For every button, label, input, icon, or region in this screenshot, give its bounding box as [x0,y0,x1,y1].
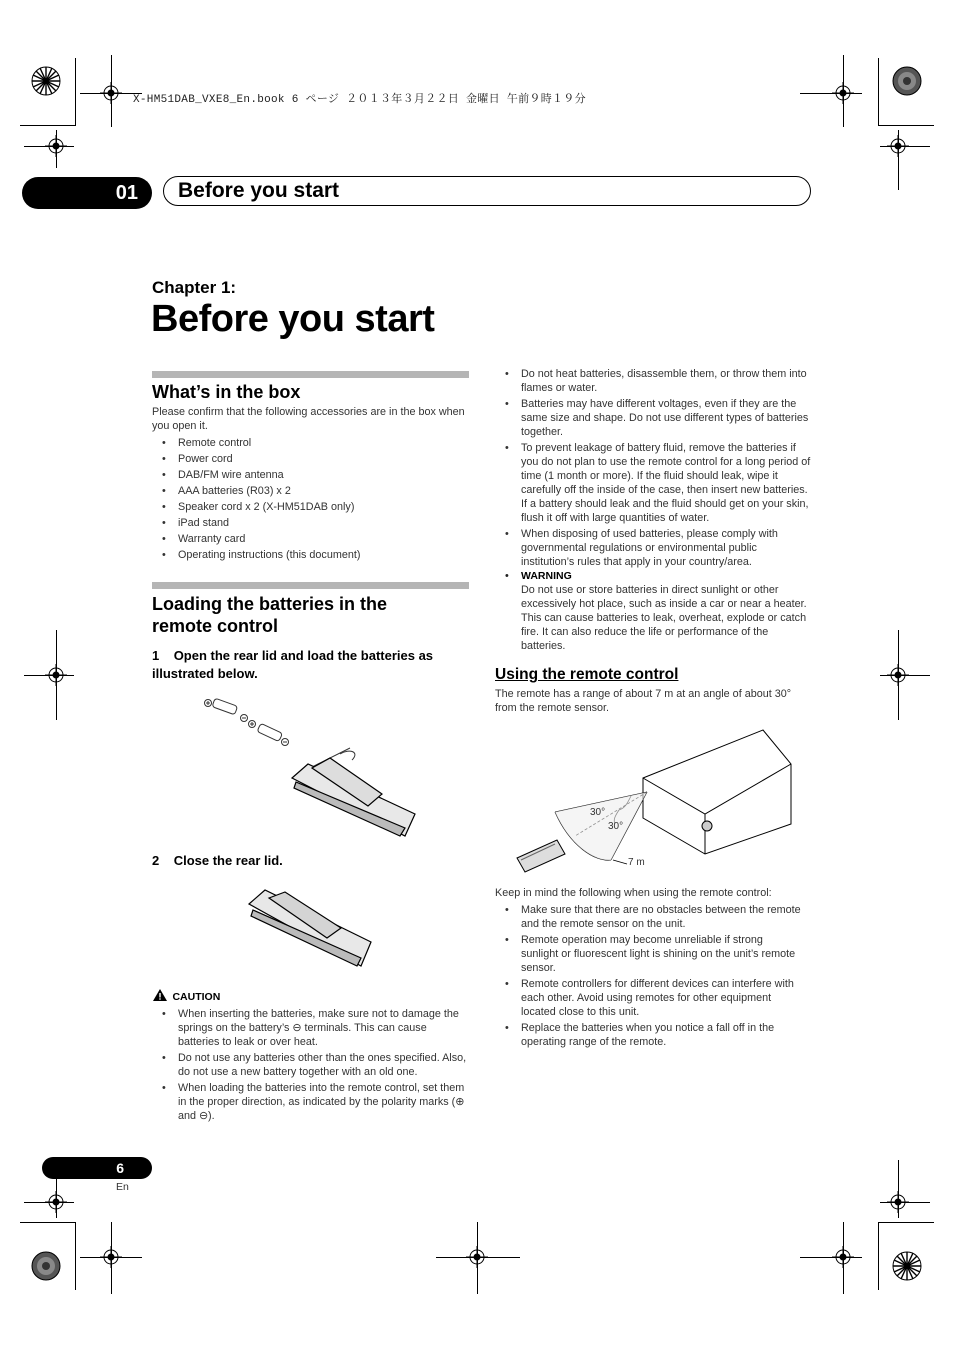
chapter-title: Before you start [178,179,340,202]
list-item: • iPad stand [162,516,462,530]
chapter-label: Chapter 1: [152,278,237,297]
registration-rosette-icon [31,66,61,96]
list-item: • Power cord [162,452,462,466]
registration-rosette-icon [892,1251,922,1281]
remote-range-illustration [515,726,795,876]
angle-label-1: 30° [590,807,606,818]
warning-block: • WARNING Do not use or store batteries in direct sunlight or other excessively hot place, such as inside a car or near a heater. This can cause batteries to leak, overheat, explode or catch fire. It can also reduce the life or performance of the batteries. [505,569,813,653]
distance-label: 7 m [628,857,645,868]
angle-label-2: 30° [608,821,624,832]
remote-intro: The remote has a range of about 7 m at an angle of about 30° from the remote sensor. [495,688,792,714]
box-items-list [162,436,462,564]
list-item: • Remote control [162,436,462,450]
keep-in-mind-text: Keep in mind the following when using the remote control: [495,887,772,899]
section-title-line: Loading the batteries in the [152,594,388,614]
step-number: 1 [152,648,160,663]
warning-text: Do not use or store batteries in direct sunlight or other excessively hot place, such as inside a car or near a heater. This can cause batteries to leak, overheat, explode or catch fire. It can also reduce the life or performance of the batteries. [521,584,807,652]
list-item: • DAB/FM wire antenna [162,468,462,482]
step-1 [152,647,472,683]
precaution-item: • When disposing of used batteries, please comply with governmental regulations or environmental public institution’s rules that apply in your country/area. [505,527,813,569]
remote-tip-item: • Replace the batteries when you notice a fall off in the operating range of the remote. [505,1021,803,1049]
remote-section-title: Using the remote control [495,666,679,683]
page-title: Before you start [151,298,435,340]
chapter-number-tab: 01 [22,177,152,209]
list-item: • Operating instructions (this document) [162,548,462,562]
print-header: X-HM51DAB_VXE8_En.book 6 ページ ２０１３年３月２２日 金曜日 午前９時１９分 [133,94,586,106]
section-divider [152,582,469,589]
precaution-item: • Batteries may have different voltages, even if they are the same size and shape. Do not use different types of batteries together. [505,397,813,439]
remote-tips-list [505,903,803,1051]
remote-tip-item: • Remote controllers for different devices can interfere with each other. Avoid using remotes for other equipment located close to this unit. [505,977,803,1019]
battery-loading-illustration [200,696,420,841]
remote-tip-item: • Make sure that there are no obstacles between the remote and the remote sensor on the unit. [505,903,803,931]
list-item: • Speaker cord x 2 (X-HM51DAB only) [162,500,462,514]
box-intro: Please confirm that the following accessories are in the box when you open it. [152,406,465,432]
battery-precautions-list [505,367,813,571]
list-item: • Warranty card [162,532,462,546]
remote-tip-item: • Remote operation may become unreliable if strong sunlight or fluorescent light is shining on the unit’s remote sensor. [505,933,803,975]
section-divider [152,371,469,378]
list-item: • AAA batteries (R03) x 2 [162,484,462,498]
precaution-item: • To prevent leakage of battery fluid, remove the batteries if you do not plan to use the remote control for a long period of time (1 month or more). If the fluid should leak, wipe it carefully off the inside of the case, then insert new batteries. If a battery should leak and the fluid should get on your skin, flush it off with large quantities of water. [505,441,813,525]
step-text: Open the rear lid and load the batteries as [173,648,434,663]
step-text: Close the rear lid. [173,853,283,868]
section-title-batteries [152,593,387,637]
warning-triangle-icon [152,988,168,1002]
precaution-item: • Do not heat batteries, disassemble them, or throw them into flames or water. [505,367,813,395]
caution-item: • When loading the batteries into the remote control, set them in the proper direction, as indicated by the polarity marks (⊕ and ⊖). [162,1081,470,1123]
caution-item: • Do not use any batteries other than the ones specified. Also, do not use a new battery together with an old one. [162,1051,470,1079]
caution-list [162,1007,470,1125]
language-code: En [116,1181,129,1193]
caution-heading [152,987,472,1005]
warning-label: WARNING [521,570,572,582]
page-number: 6 [42,1157,152,1179]
step-text: illustrated below. [152,666,258,681]
section-title-line: remote control [152,616,279,636]
step-2 [152,852,472,870]
caution-item: • When inserting the batteries, make sure not to damage the springs on the battery’s ⊖ terminals. This can cause batteries to leak or over heat. [162,1007,470,1049]
step-number: 2 [152,853,160,868]
caution-label: CAUTION [172,991,221,1003]
registration-rosette-icon [31,1251,61,1281]
section-title-box: What’s in the box [152,382,301,402]
registration-rosette-icon [892,66,922,96]
closed-remote-illustration [245,884,375,969]
